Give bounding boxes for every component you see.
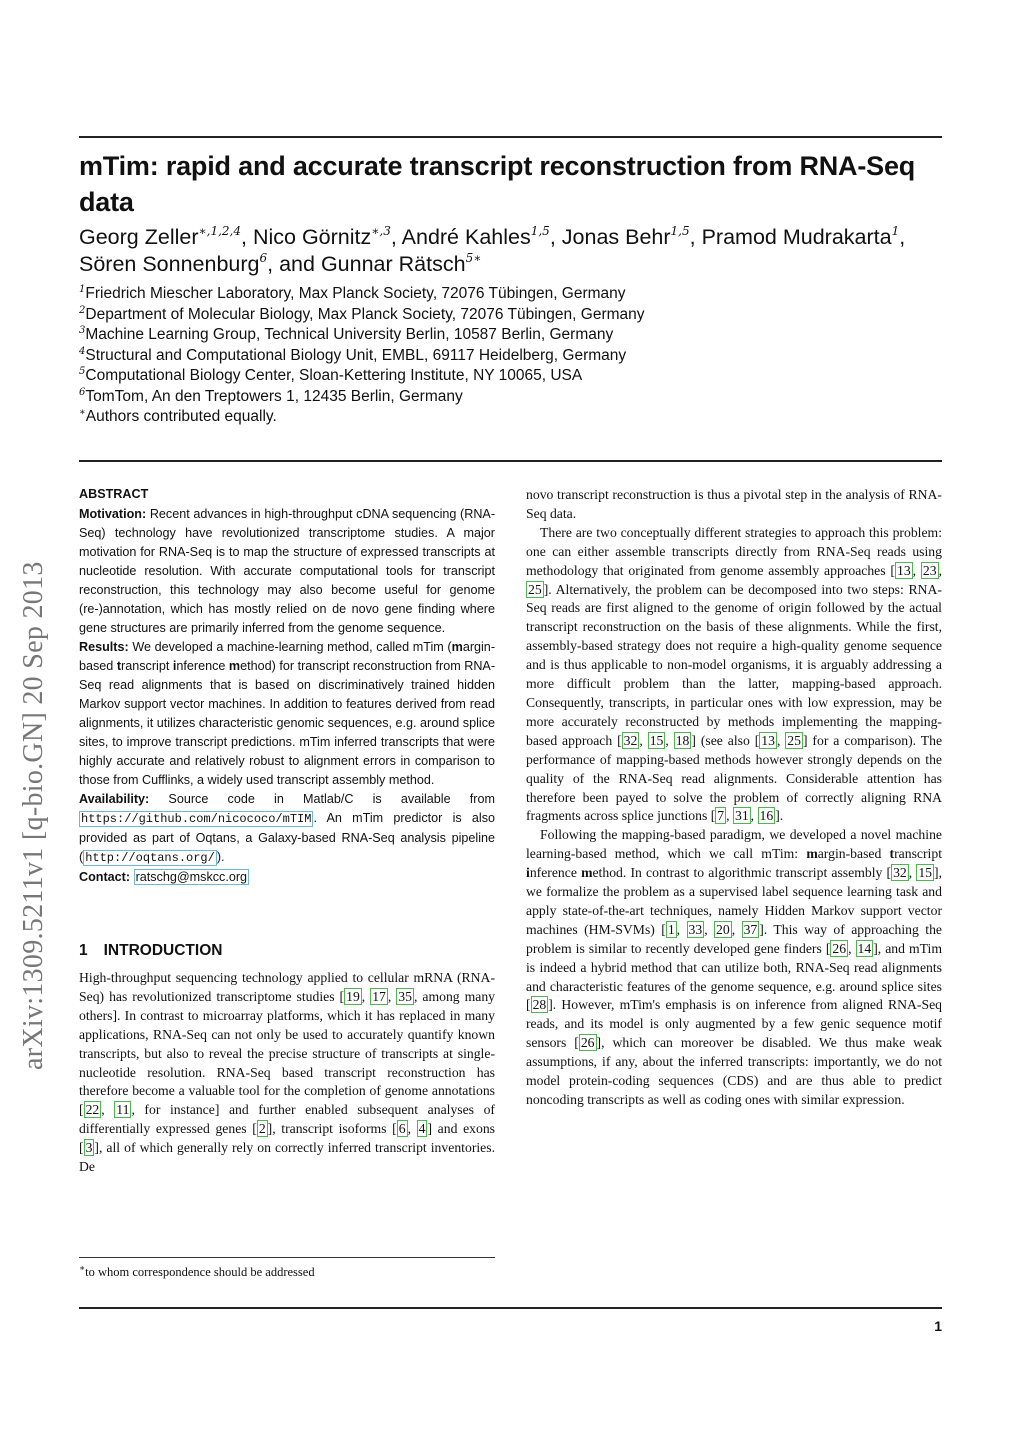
contact-label: Contact: [79, 870, 131, 884]
citation-link[interactable]: 28 [532, 997, 547, 1013]
abstract-contact [79, 868, 495, 887]
abstract-motivation: Motivation: Recent advances in high-throughput cDNA sequencing (RNA-Seq) technology have revolutionized transcriptome studies. A major motivation for RNA-Seq is to map the structure of expressed transcripts at nucleotide resolution. With accurate computational tools for transcript reconstruction, this technology may also become useful for genome (re-)annotation, which has mostly relied on de novo gene finding where gene structures are primarily inferred from the genome sequence. [79, 507, 496, 635]
citation-link[interactable]: 37 [743, 921, 758, 937]
citation-link[interactable]: 19 [346, 988, 360, 1004]
author-affiliation-marks: 5∗ [465, 251, 482, 265]
affiliation-item [79, 346, 939, 367]
citation-link[interactable]: 18 [675, 732, 690, 748]
affiliation-item [79, 366, 939, 387]
author-affiliation-marks: ∗,3 [371, 224, 391, 238]
author-name: André Kahles [401, 225, 531, 249]
affiliation-list [79, 284, 939, 428]
affiliation-item [79, 407, 939, 428]
affiliation-text: TomTom, An den Treptowers 1, 12435 Berlin, Germany [85, 387, 463, 405]
affiliation-item [79, 325, 939, 346]
affiliation-mark: 2 [79, 304, 86, 316]
author-affiliation-marks: 1 [891, 224, 900, 238]
motivation-label: Motivation: [79, 507, 147, 521]
section-heading-introduction: 1 INTRODUCTION [79, 942, 223, 959]
citation-link[interactable]: 20 [716, 921, 730, 937]
contact-email-link[interactable]: ratschg@mskcc.org [135, 870, 248, 884]
paper-title: mTim: rapid and accurate transcript reconstruction from RNA-Seq data [79, 151, 916, 217]
author-name: Nico Görnitz [252, 225, 372, 249]
author-separator: , [689, 225, 702, 249]
page-number: 1 [934, 1318, 942, 1334]
abstract-results: Results: We developed a machine-learning method, called mTim (margin-based transcript inference method) for transcript reconstruction from RNA-Seq read alignments that is based on discriminatively trained hidden Markov support vector machines. In addition to features derived from read alignments, it utilizes characteristic genomic sequences, e.g. around splice sites, to improve transcript predictions. mTim inferred transcripts that were highly accurate and relatively robust to alignment errors in comparison to those from Cufflinks, a widely used transcript assembly method. [79, 640, 496, 787]
citation-link[interactable]: 32 [623, 732, 638, 748]
citation-link[interactable]: 32 [893, 865, 907, 881]
footnote-rule [79, 1257, 495, 1258]
author-affiliation-marks: 1,5 [670, 224, 690, 238]
author-affiliation-marks: 6 [259, 251, 268, 265]
author-separator: , and [267, 252, 321, 276]
affiliation-text: Department of Molecular Biology, Max Planck Society, 72076 Tübingen, Germany [85, 305, 645, 323]
citation-link[interactable]: 26 [580, 1035, 595, 1051]
author-list [79, 224, 939, 278]
availability-label: Availability: [79, 792, 150, 806]
author-name: Georg Zeller [79, 225, 199, 249]
citation-link[interactable]: 15 [649, 732, 664, 748]
bottom-rule [79, 1307, 942, 1309]
citation-link[interactable]: 3 [85, 1140, 93, 1156]
author-affiliation-marks: 1,5 [530, 224, 550, 238]
citation-link[interactable]: 26 [832, 940, 847, 956]
citation-link[interactable]: 13 [761, 732, 775, 748]
left-column [79, 486, 495, 1177]
affiliation-mark: 4 [79, 345, 86, 357]
intro-paragraph-2: There are two conceptually different strategies to approach this problem: one can either assemble transcripts directly from RNA-Seq reads using methodology that originated from genome assembly approaches [ 13 , 23 , 25 ]. Alternatively, the problem can be decomposed into two steps: RNA-Seq reads are first aligned to the genome of origin followed by the actual transcript reconstruction on the basis of these alignments. While the first, assembly-based strategy does not require a high-quality genome sequence and is thus applicable to non-model organisms, it is arguably addressing a more difficult problem than the latter, mapping-based approach. Consequently, transcripts, in particular ones with low expression, may be more accurately reconstructed by methods implementing the mapping-based approach [ 32 , 15 , 18 ] (see also [ 13 , 25 ] for a comparison). The performance of mapping-based methods however strongly depends on the quality of the RNA-Seq read alignments. Considerable attention has therefore been payed to solve the problem of correctly aligning RNA fragments across splice junctions [ 7 , 31 , 16 ]. [526, 524, 943, 824]
abstract-heading: ABSTRACT [79, 487, 149, 501]
citation-link[interactable]: 35 [398, 988, 412, 1004]
citation-link[interactable]: 2 [258, 1121, 266, 1137]
affiliation-mark: 5 [79, 366, 86, 377]
intro-paragraph-1: High-throughput sequencing technology applied to cellular mRNA (RNA-Seq) has revolutionized transcriptome studies [ 19 , 17 , 35 , among many others]. In contrast to microarray platforms, which it has replaced in many applications, RNA-Seq can not only be used to accurately quantify known transcripts, but also to reveal the precise structure of transcripts at single-nucleotide resolution. RNA-Seq based transcript reconstruction has therefore become a valuable tool for the completion of genome annotations [ 22 , 11 , for instance] and further enabled subsequent analyses of differentially expressed genes [ 2 ], transcript isoforms [ 6 , 4 ] and exons [ 3 ], all of which generally rely on correctly inferred transcript inventories. De [79, 970, 496, 1175]
author-affiliation-marks: ∗,1,2,4 [198, 224, 242, 238]
author-separator: , [390, 225, 402, 249]
affiliation-mark: 3 [79, 325, 86, 336]
affiliation-item [79, 284, 939, 305]
abstract-availability: Availability: Source code in Matlab/C is available from https://github.com/nicococo/mTIM . An mTim predictor is also provided as part of Oqtans, a Galaxy-based RNA-Seq analysis pipeline ( http://oqtans.org/ ). [79, 792, 495, 865]
github-link[interactable]: https://github.com/nicococo/mTIM [81, 812, 312, 826]
arxiv-stamp[interactable]: arXiv:1309.5211v1 [q-bio.GN] 20 Sep 2013 [18, 561, 49, 1070]
affiliation-mark: 1 [79, 284, 86, 295]
oqtans-link[interactable]: http://oqtans.org/ [85, 851, 215, 865]
affiliation-text: Structural and Computational Biology Unit, EMBL, 69117 Heidelberg, Germany [85, 346, 627, 364]
results-label: Results: [79, 640, 129, 654]
citation-link[interactable]: 25 [528, 581, 542, 597]
author-name: Jonas Behr [561, 225, 671, 249]
author-separator: , [899, 225, 906, 249]
affiliation-text: Authors contributed equally. [85, 408, 277, 425]
intro-paragraph-3: Following the mapping-based paradigm, we developed a novel machine learning-based method, which we call mTim: margin-based transcript inference method. In contrast to algorithmic transcript assembly [ 32 , 15 ], we formalize the problem as a supervised label sequence learning task and apply state-of-the-art techniques, namely Hidden Markov support vector machines (HM-SVMs) [ 1 , 33 , 20 , 37 ]. This way of approaching the problem is similar to recently developed gene finders [ 26 , 14 ], and mTim is indeed a hybrid method that can utilize both, RNA-Seq read alignments and characteristic features of the genome sequence, e.g. around splice sites [ 28 ]. However, mTim's emphasis is on inference from aligned RNA-Seq reads, and its model is only augmented by a few genic sequence motif sensors [ 26 ], which can moreover be disabled. We thus make weak assumptions, if any, about the inferred transcripts: importantly, we do not model protein-coding sequences (CDS) and are thus able to predict noncoding transcripts as well as coding ones with similar expression. [526, 827, 943, 1107]
citation-link[interactable]: 17 [372, 988, 386, 1004]
citation-link[interactable]: 13 [896, 562, 911, 578]
citation-link[interactable]: 4 [418, 1121, 426, 1137]
citation-link[interactable]: 15 [918, 865, 933, 881]
affiliation-text: Computational Biology Center, Sloan-Kettering Institute, NY 10065, USA [85, 367, 583, 384]
author-separator: , [241, 225, 253, 249]
author-name: Gunnar Rätsch [320, 252, 466, 276]
author-name: Pramod Mudrakarta [701, 225, 892, 249]
footnote: ∗to whom correspondence should be addressed [79, 1264, 315, 1280]
citation-link[interactable]: 11 [116, 1102, 130, 1118]
header-rule [79, 460, 942, 462]
author-name: Sören Sonnenburg [79, 252, 260, 276]
affiliation-mark: 6 [79, 386, 86, 398]
affiliation-text: Machine Learning Group, Technical University Berlin, 10587 Berlin, Germany [85, 326, 614, 343]
affiliation-item [79, 305, 939, 326]
author-separator: , [549, 225, 562, 249]
intro-paragraph-1-continued: novo transcript reconstruction is thus a pivotal step in the analysis of RNA-Seq data. [526, 487, 942, 521]
citation-link[interactable]: 16 [759, 808, 774, 824]
footnote-mark: ∗ [79, 1264, 86, 1274]
citation-link[interactable]: 6 [398, 1121, 406, 1137]
right-column [526, 486, 942, 1110]
affiliation-item [79, 387, 939, 408]
affiliation-mark: ∗ [79, 407, 86, 418]
citation-link[interactable]: 25 [787, 732, 801, 748]
affiliation-text: Friedrich Miescher Laboratory, Max Planck Society, 72076 Tübingen, Germany [85, 285, 626, 302]
citation-link[interactable]: 14 [857, 940, 872, 956]
citation-link[interactable]: 31 [734, 808, 749, 824]
citation-link[interactable]: 22 [85, 1102, 100, 1118]
citation-link[interactable]: 7 [717, 808, 725, 824]
top-rule [79, 136, 942, 138]
citation-link[interactable]: 33 [688, 921, 703, 937]
citation-link[interactable]: 23 [922, 562, 937, 578]
citation-link[interactable]: 1 [667, 921, 675, 937]
